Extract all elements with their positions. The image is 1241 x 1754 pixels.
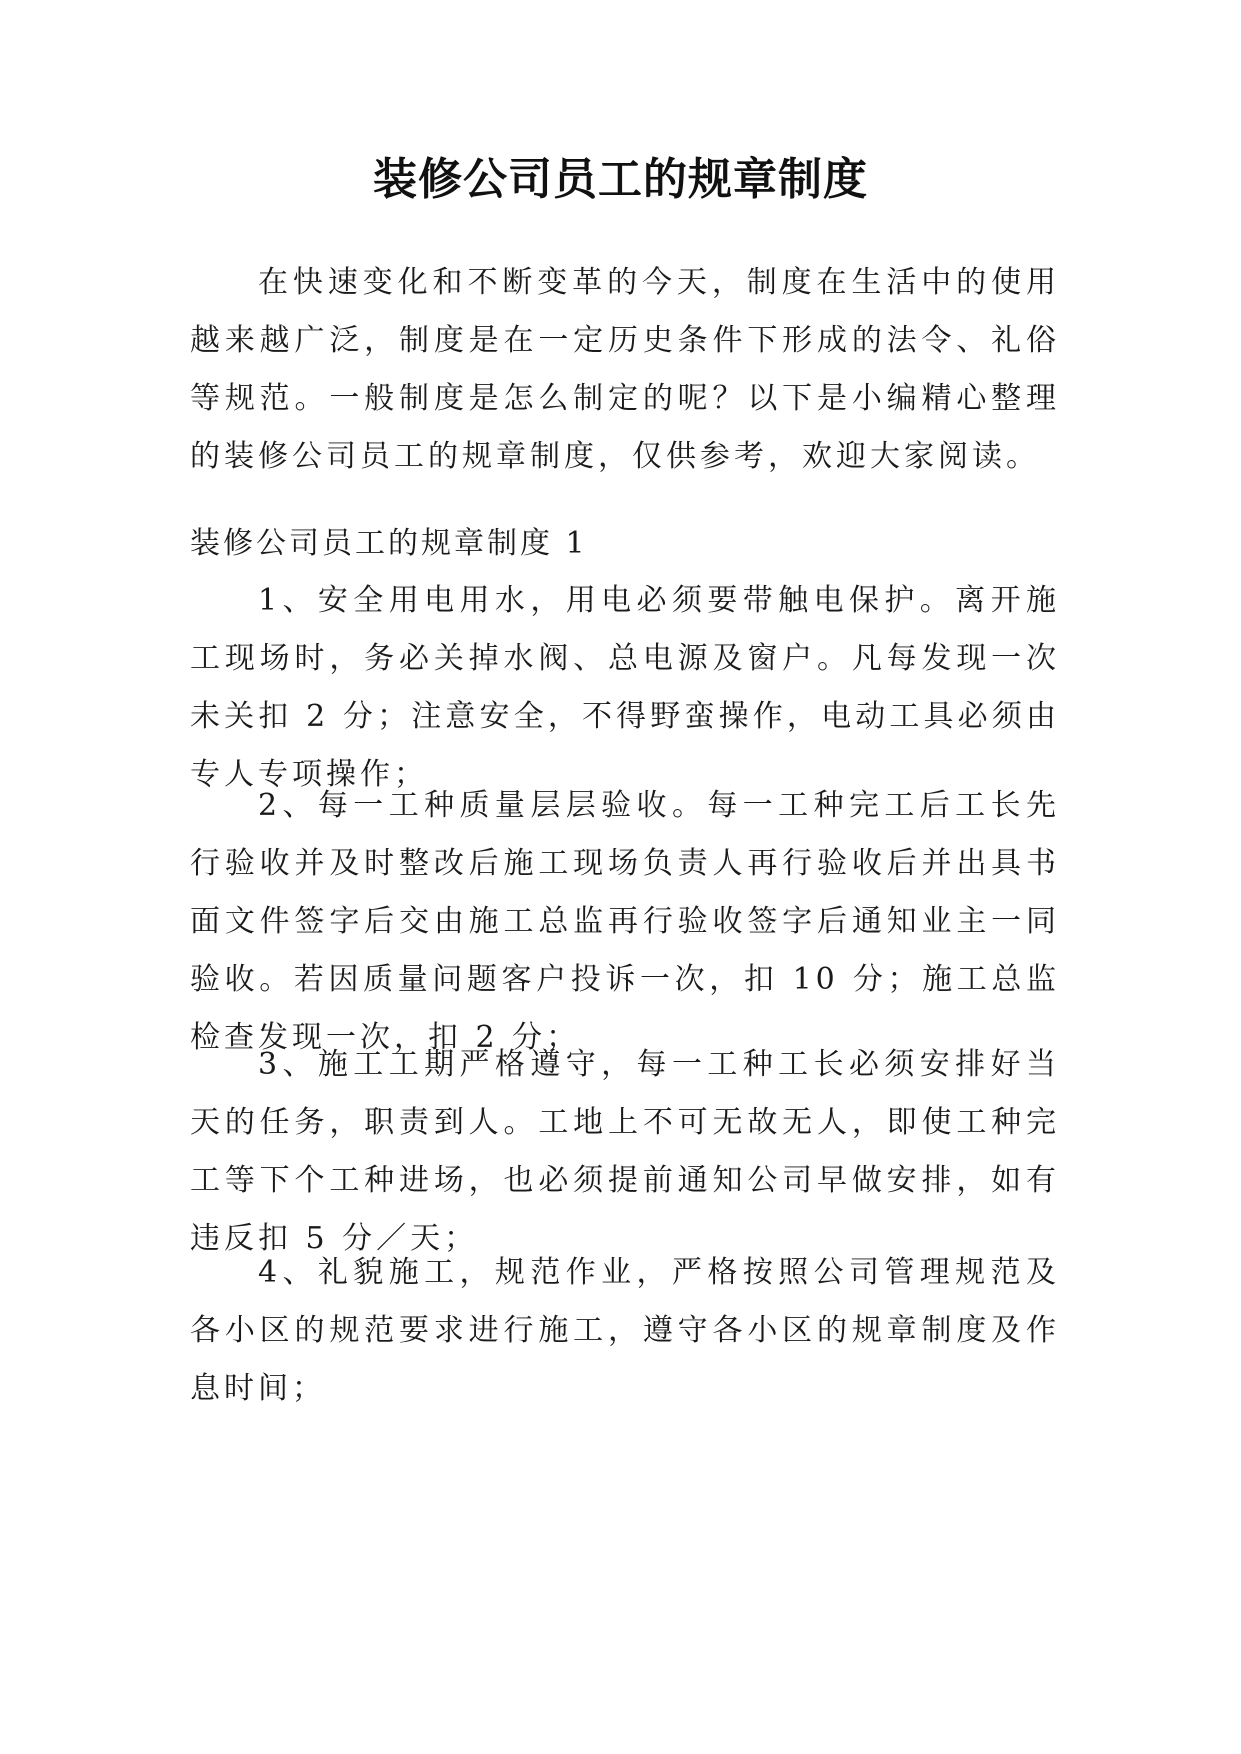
rule-item-2: 2、每一工种质量层层验收。每一工种完工后工长先行验收并及时整改后施工现场负责人再行验收后并出具书面文件签字后交由施工总监再行验收签字后通知业主一同验收。若因质量问题客户投诉一次，扣 10 分；施工总监检查发现一次，扣 2 分；	[190, 788, 1060, 1055]
rule-item-1: 1、安全用电用水，用电必须要带触电保护。离开施工现场时，务必关掉水阀、总电源及窗户。凡每发现一次未关扣 2 分；注意安全，不得野蛮操作，电动工具必须由专人专项操作；	[190, 583, 1060, 792]
rule-item-4: 4、礼貌施工，规范作业，严格按照公司管理规范及各小区的规范要求进行施工，遵守各小区的规章制度及作息时间；	[190, 1255, 1060, 1406]
intro-paragraph: 在快速变化和不断变革的今天，制度在生活中的使用越来越广泛，制度是在一定历史条件下形成的法令、礼俗等规范。一般制度是怎么制定的呢？以下是小编精心整理的装修公司员工的规章制度，仅供参考，欢迎大家阅读。	[190, 265, 1060, 474]
rule-item-3: 3、施工工期严格遵守，每一工种工长必须安排好当天的任务，职责到人。工地上不可无故无人，即使工种完工等下个工种进场，也必须提前通知公司早做安排，如有违反扣 5 分／天；	[190, 1047, 1060, 1256]
page-title: 装修公司员工的规章制度	[373, 154, 868, 205]
section-heading: 装修公司员工的规章制度 1	[190, 526, 588, 561]
